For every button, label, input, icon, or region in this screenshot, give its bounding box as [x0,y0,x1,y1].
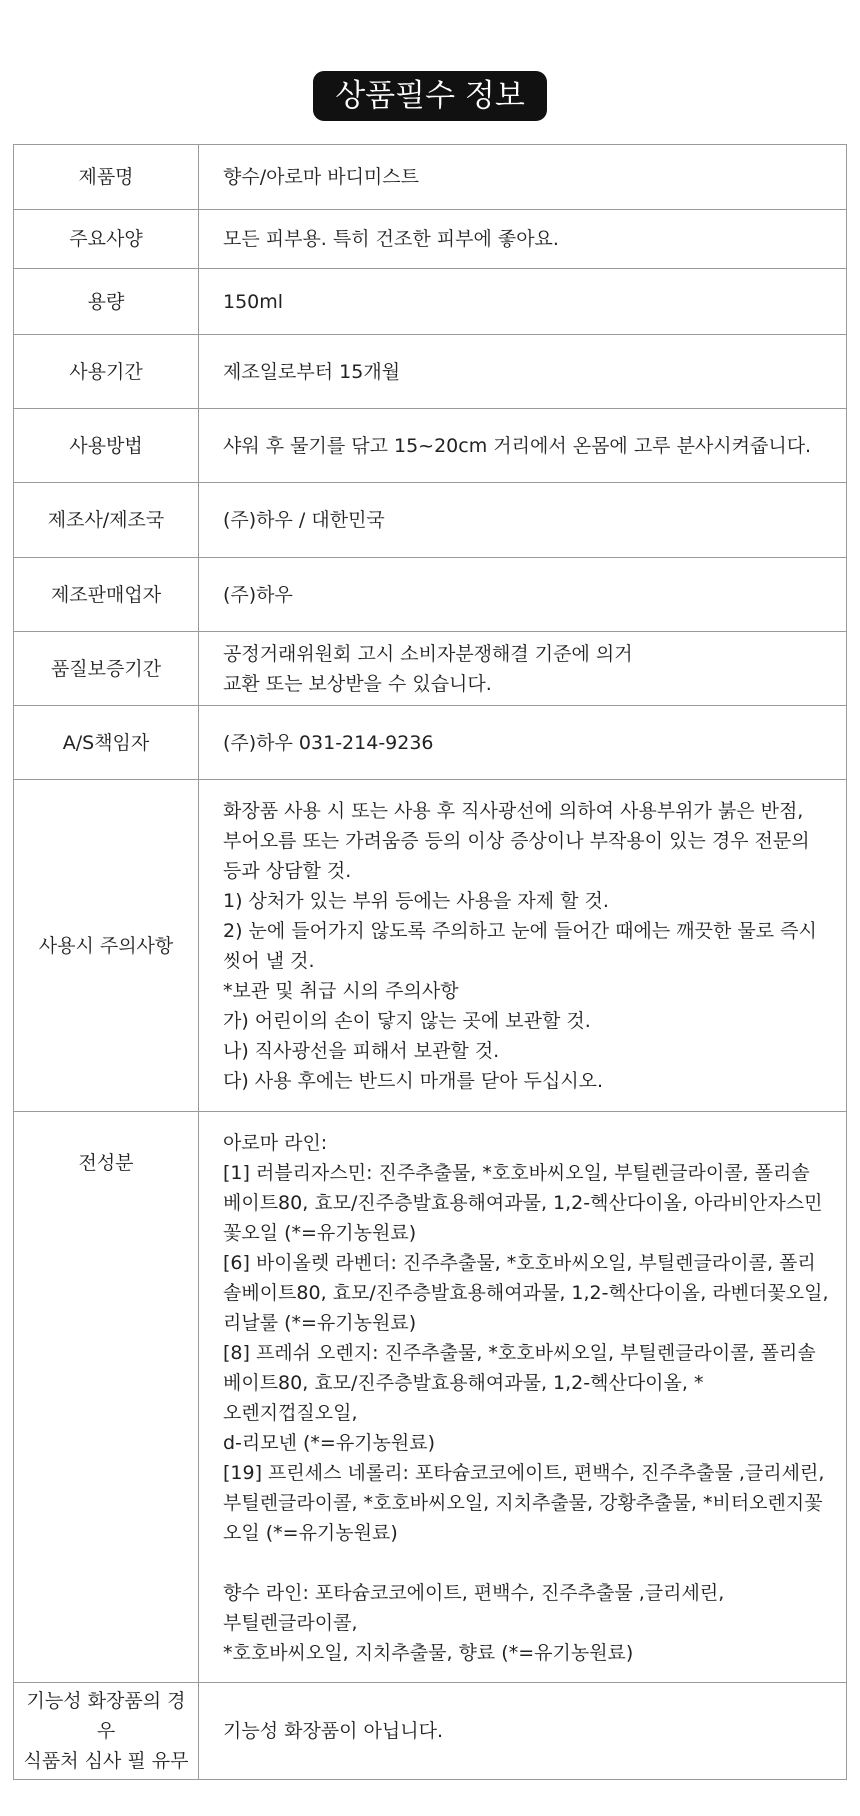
row-label: 전성분 [14,1112,199,1683]
row-value: 공정거래위원회 고시 소비자분쟁해결 기준에 의거 교환 또는 보상받을 수 있습니다. [199,632,847,706]
row-label: 기능성 화장품의 경우 식품처 심사 필 유무 [14,1683,199,1780]
row-value: 샤워 후 물기를 닦고 15~20cm 거리에서 온몸에 고루 분사시켜줍니다. [199,409,847,483]
title-area [0,71,860,121]
row-value: 모든 피부용. 특히 건조한 피부에 좋아요. [199,210,847,269]
row-value: 기능성 화장품이 아닙니다. [199,1683,847,1780]
row-value: 아로마 라인: [1] 러블리자스민: 진주추출물, *호호바씨오일, 부틸렌글라이콜, 폴리솔 베이트80, 효모/진주층발효용해여과물, 1,2-헥산다이올, 아라비안자스민 꽃오일 (*=유기농원료) [6] 바이올렛 라벤더: 진주추출물, *호호바씨오일, 부틸렌글라이콜, 폴리 솔베이트80, 효모/진주층발효용해여과물, 1,2-헥산다이올, 라벤더꽃오일, 리날룰 (*=유기농원료) [8] 프레쉬 오렌지: 진주추출물, *호호바씨오일, 부틸렌글라이콜, 폴리솔 베이트80, 효모/진주층발효용해여과물, 1,2-헥산다이올, *오렌지껍질오일, d-리모넨 (*=유기농원료) [19] 프린세스 네롤리: 포타슘코코에이트, 편백수, 진주추출물 ,글리세린, 부틸렌글라이콜, *호호바씨오일, 지치추출물, 강황추출물, *비터오렌지꽃 오일 (*=유기농원료) 향수 라인: 포타슘코코에이트, 편백수, 진주추출물 ,글리세린, 부틸렌글라이콜, *호호바씨오일, 지치추출물, 향료 (*=유기농원료) [199,1112,847,1683]
row-value: (주)하우 031-214-9236 [199,706,847,780]
row-label: 제품명 [14,145,199,210]
row-label: 사용시 주의사항 [14,780,199,1112]
table-row [14,780,847,1112]
row-value: (주)하우 [199,558,847,632]
row-label: 사용기간 [14,335,199,409]
product-info-table [13,144,847,1780]
table-row [14,483,847,558]
table-row [14,632,847,706]
row-label: 사용방법 [14,409,199,483]
table-row [14,706,847,780]
row-label: 용량 [14,269,199,335]
table-row [14,1112,847,1683]
row-label: 제조판매업자 [14,558,199,632]
row-value: 150ml [199,269,847,335]
table-row [14,269,847,335]
table-row [14,145,847,210]
row-value: 제조일로부터 15개월 [199,335,847,409]
table-row [14,1683,847,1780]
row-label: 제조사/제조국 [14,483,199,558]
row-label: 주요사양 [14,210,199,269]
table-row [14,558,847,632]
table-row [14,335,847,409]
row-label: 품질보증기간 [14,632,199,706]
table-row [14,409,847,483]
page-title: 상품필수 정보 [313,71,547,121]
row-value: 화장품 사용 시 또는 사용 후 직사광선에 의하여 사용부위가 붉은 반점, 부어오름 또는 가려움증 등의 이상 증상이나 부작용이 있는 경우 전문의 등과 상담할 것. 1) 상처가 있는 부위 등에는 사용을 자제 할 것. 2) 눈에 들어가지 않도록 주의하고 눈에 들어간 때에는 깨끗한 물로 즉시 씻어 낼 것. *보관 및 취급 시의 주의사항 가) 어린이의 손이 닿지 않는 곳에 보관할 것. 나) 직사광선을 피해서 보관할 것. 다) 사용 후에는 반드시 마개를 닫아 두십시오. [199,780,847,1112]
row-value: (주)하우 / 대한민국 [199,483,847,558]
row-label: A/S책임자 [14,706,199,780]
row-value: 향수/아로마 바디미스트 [199,145,847,210]
table-row [14,210,847,269]
